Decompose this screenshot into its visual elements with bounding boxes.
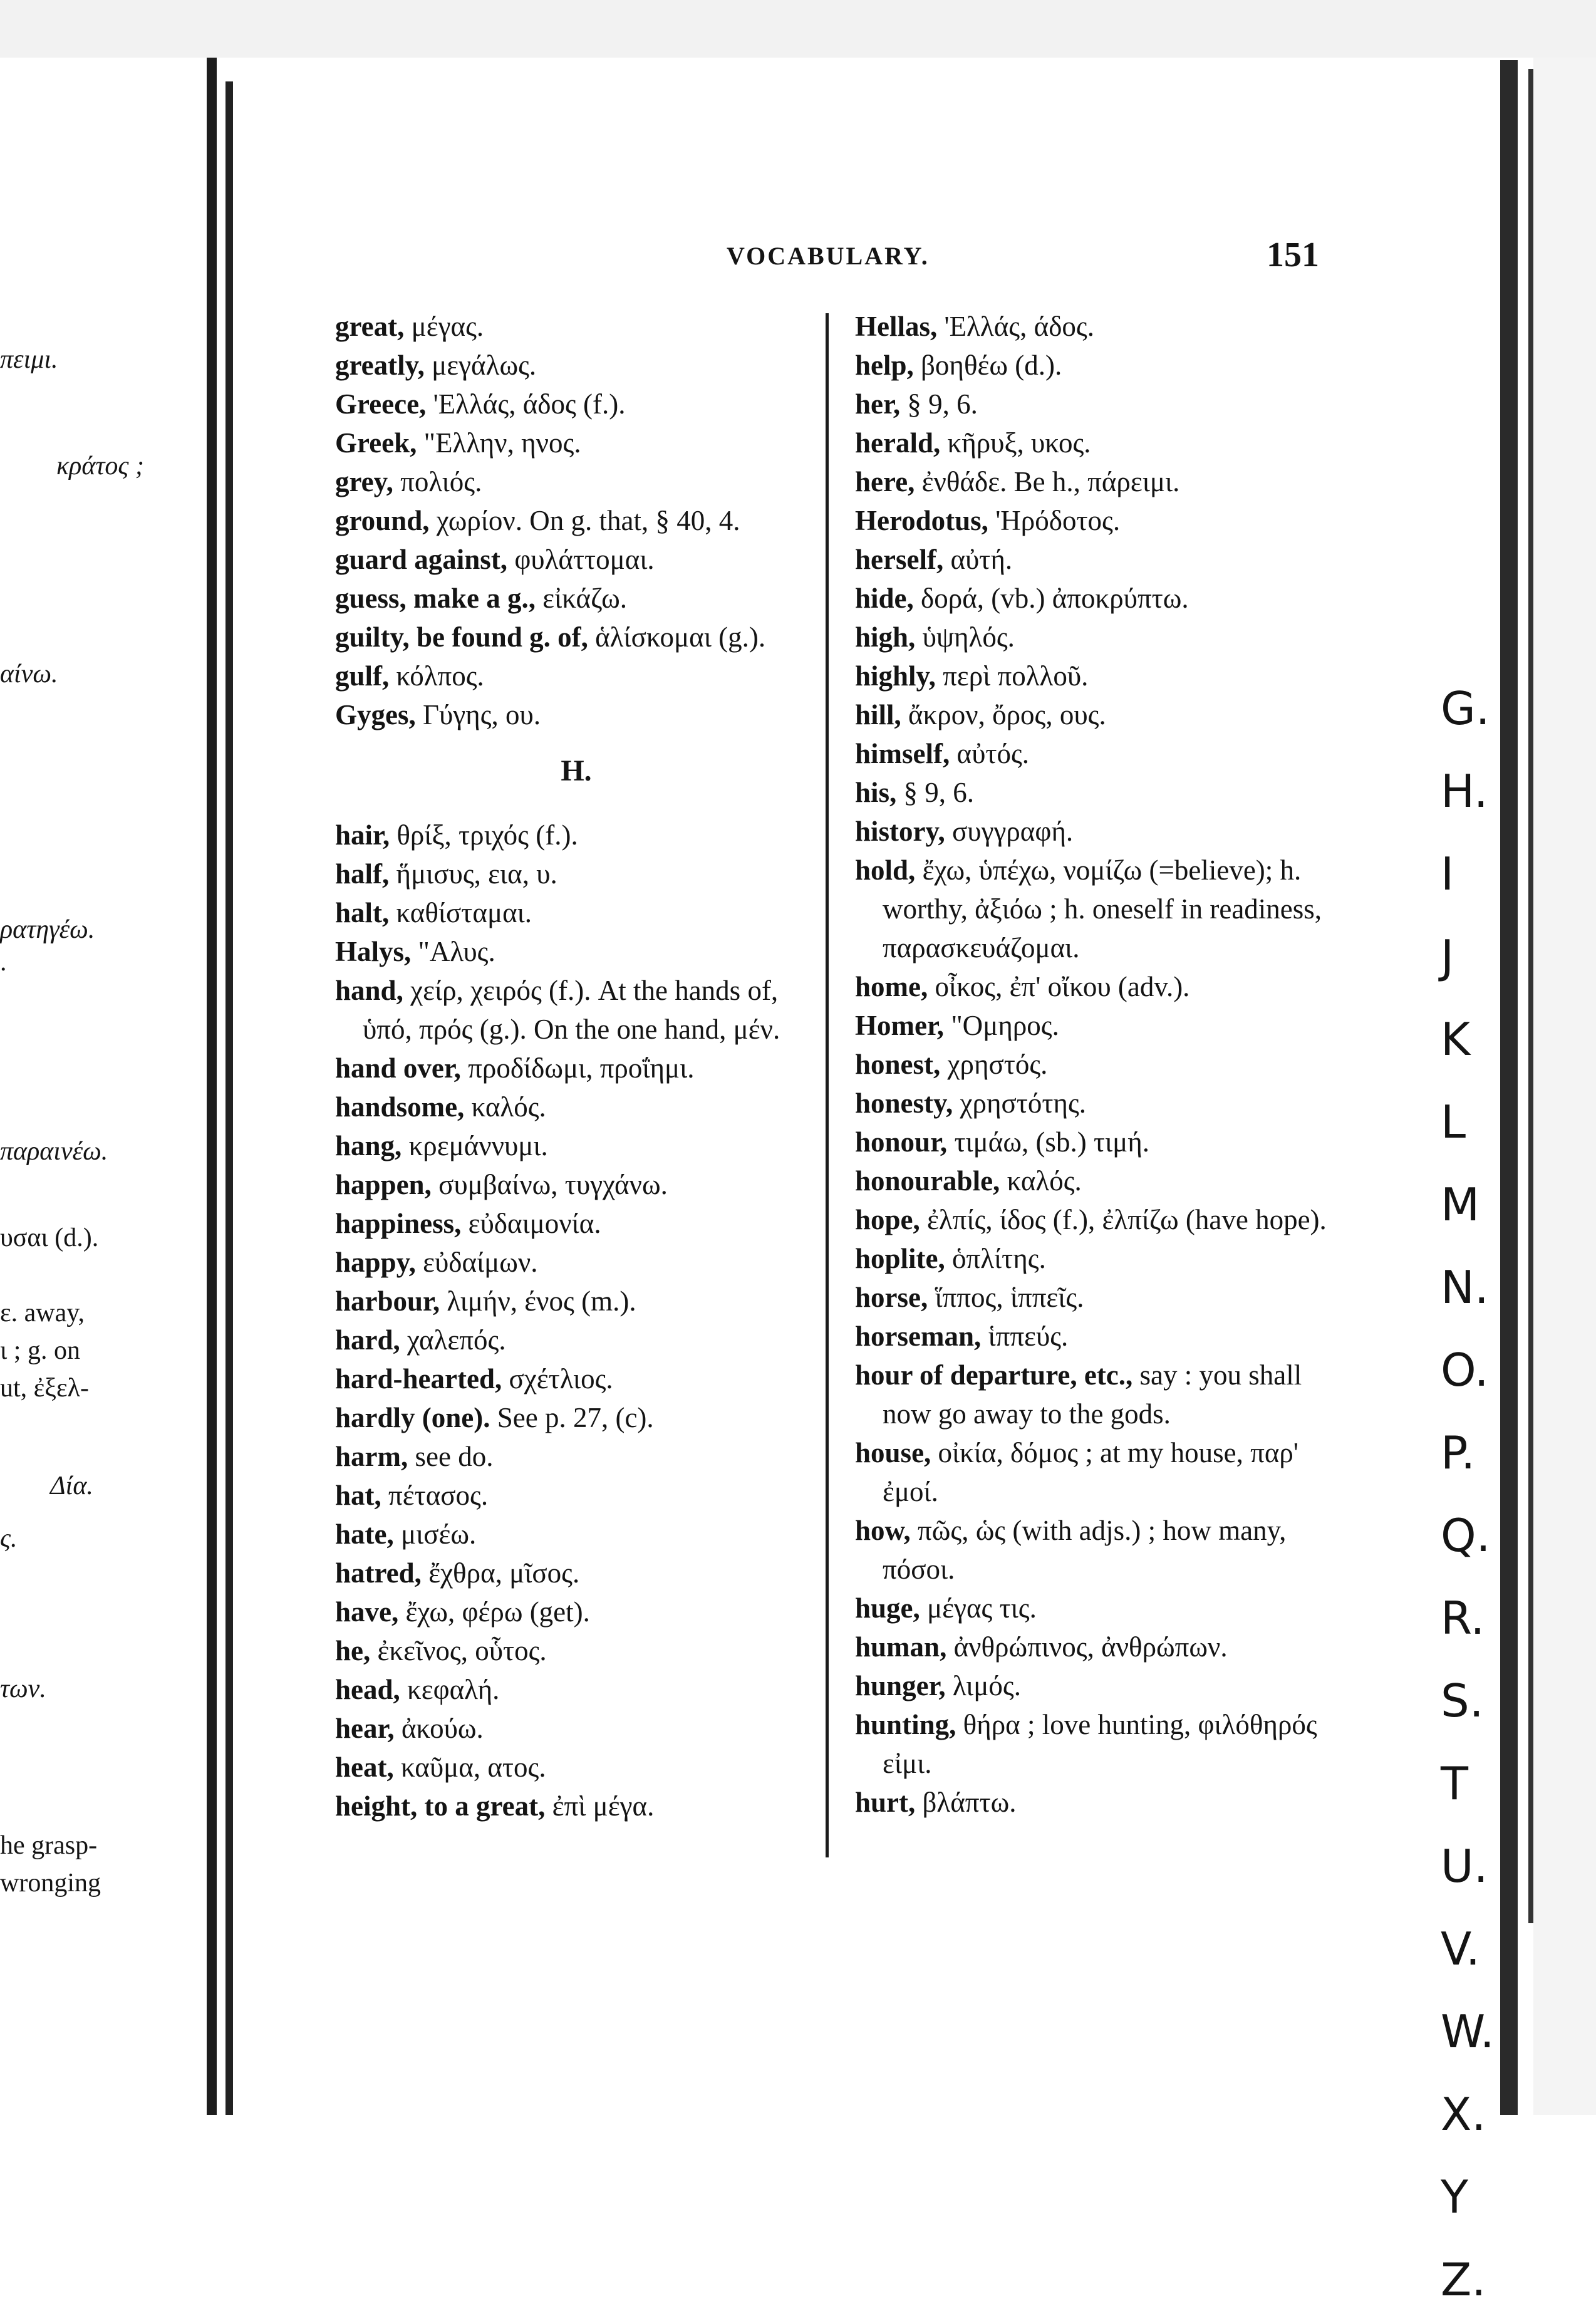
thumb-index-letter[interactable]: Q. <box>1441 1509 1491 1562</box>
vocabulary-entry <box>335 307 817 346</box>
prev-page-fragment: wronging <box>0 1869 101 1898</box>
entry-headword: his, <box>855 777 897 808</box>
entry-headword: help, <box>855 350 914 381</box>
entry-definition: ὑψηλός. <box>922 621 1015 653</box>
vocabulary-entry <box>335 1787 817 1825</box>
entry-headword: hour of departure, etc., <box>855 1359 1133 1391</box>
vocabulary-entry <box>335 971 817 1049</box>
entry-definition: μισέω. <box>401 1519 477 1550</box>
prev-page-fragment: κράτος ; <box>56 452 144 480</box>
entry-headword: hide, <box>855 583 914 614</box>
vocabulary-entry <box>335 1515 817 1554</box>
entry-definition: χρηστότης. <box>960 1088 1087 1119</box>
entry-definition: καλός. <box>471 1091 546 1123</box>
vocabulary-entry <box>855 1511 1331 1589</box>
entry-headword: guard against, <box>335 544 508 575</box>
prev-page-fragment: των. <box>0 1675 46 1703</box>
thumb-index-letter[interactable]: J <box>1441 930 1454 983</box>
vocabulary-entry <box>335 1670 817 1709</box>
entry-headword: heat, <box>335 1752 394 1783</box>
prev-page-fragment: υσαι (d.). <box>0 1223 99 1252</box>
vocabulary-entry <box>335 385 817 423</box>
vocabulary-entry <box>335 1709 817 1748</box>
entry-headword: Greece, <box>335 388 427 420</box>
entry-definition: καλός. <box>1007 1165 1082 1197</box>
entry-headword: house, <box>855 1437 931 1468</box>
vocabulary-entry <box>855 1433 1331 1511</box>
book-gutter-shadow <box>207 58 217 2115</box>
thumb-index-letter[interactable]: X. <box>1441 2088 1486 2141</box>
vocabulary-entry <box>855 773 1331 812</box>
entry-headword: herself, <box>855 544 944 575</box>
vocabulary-entry <box>855 462 1331 501</box>
thumb-index-letter[interactable]: M <box>1441 1178 1480 1231</box>
vocabulary-entry <box>335 579 817 618</box>
scan-right-margin <box>1533 58 1596 2115</box>
entry-headword: her, <box>855 388 901 420</box>
vocabulary-entry <box>855 540 1331 579</box>
vocabulary-entry <box>335 1204 817 1243</box>
entry-definition: συμβαίνω, τυγχάνω. <box>438 1169 668 1200</box>
vocabulary-entry <box>855 1666 1331 1705</box>
vocabulary-entry <box>335 1088 817 1126</box>
vocabulary-entry <box>335 1359 817 1398</box>
entry-headword: hunger, <box>855 1670 946 1701</box>
entry-definition: κῆρυξ, υκος. <box>947 427 1091 459</box>
thumb-index-letter[interactable]: O. <box>1441 1344 1489 1396</box>
vocabulary-entry <box>855 1084 1331 1123</box>
entry-headword: Herodotus, <box>855 505 988 536</box>
vocabulary-entry <box>855 1161 1331 1200</box>
running-head: VOCABULARY. <box>727 242 930 270</box>
prev-page-fragment: Δία. <box>50 1472 93 1500</box>
thumb-index-letter[interactable]: Y <box>1441 2171 1468 2223</box>
entry-headword: gulf, <box>335 660 390 692</box>
prev-page-fragment: ι ; g. on <box>0 1336 80 1365</box>
thumb-index-letter[interactable]: P. <box>1441 1426 1476 1479</box>
previous-page-edge <box>0 58 216 2115</box>
entry-definition: εὐδαιμονία. <box>468 1208 601 1239</box>
vocabulary-entry <box>855 851 1331 967</box>
vocabulary-entry <box>335 618 817 657</box>
prev-page-fragment: παραινέω. <box>0 1137 108 1166</box>
vocabulary-entry <box>335 657 817 695</box>
thumb-index-letter[interactable]: K <box>1441 1013 1471 1066</box>
thumb-index-letter[interactable]: W. <box>1441 2005 1495 2058</box>
entry-definition: χαλεπός. <box>407 1324 506 1356</box>
vocabulary-entry <box>335 932 817 971</box>
entry-definition: αὐτός. <box>956 738 1030 769</box>
entry-headword: hat, <box>335 1480 381 1511</box>
thumb-index-letter[interactable]: S. <box>1441 1675 1484 1727</box>
vocabulary-entry <box>335 462 817 501</box>
entry-definition: καθίσταμαι. <box>396 897 532 928</box>
section-heading: H. <box>561 754 592 787</box>
page-right-edge-inner <box>1528 69 1533 1923</box>
entry-headword: horseman, <box>855 1321 982 1352</box>
prev-page-fragment: ς. <box>0 1524 18 1553</box>
vocabulary-entry <box>855 307 1331 346</box>
entry-definition: ἐκεῖνος, οὗτος. <box>377 1635 547 1666</box>
entry-definition: ἔχω, ὑπέχω, νομίζω (=believe); h. worthy, ἀξιόω ; h. oneself in readiness, παρασκευάζομαι. <box>883 854 1322 963</box>
entry-headword: home, <box>855 971 928 1002</box>
right-column <box>855 307 1331 1822</box>
vocabulary-entry <box>855 1123 1331 1161</box>
entry-definition: λιμήν, ένος (m.). <box>447 1285 636 1317</box>
entry-headword: horse, <box>855 1282 928 1313</box>
entry-headword: hang, <box>335 1130 402 1161</box>
vocabulary-entry <box>335 1243 817 1282</box>
entry-definition: εὐδαίμων. <box>423 1247 538 1278</box>
vocabulary-entry <box>855 1045 1331 1084</box>
thumb-index-letter[interactable]: N. <box>1441 1261 1489 1314</box>
entry-definition: 'Ελλάς, άδος. <box>944 311 1094 342</box>
entry-headword: Homer, <box>855 1010 945 1041</box>
entry-headword: hand over, <box>335 1052 461 1084</box>
entry-headword: hair, <box>335 819 390 851</box>
vocabulary-entry <box>335 893 817 932</box>
entry-definition: θρίξ, τριχός (f.). <box>396 819 578 851</box>
vocabulary-entry <box>335 816 817 854</box>
entry-definition: ἀνθρώπινος, ἀνθρώπων. <box>953 1631 1228 1663</box>
prev-page-fragment: αίνω. <box>0 660 58 688</box>
entry-headword: happen, <box>335 1169 432 1200</box>
vocabulary-entry <box>855 1628 1331 1666</box>
entry-headword: hand, <box>335 975 403 1006</box>
entry-headword: hate, <box>335 1519 394 1550</box>
entry-definition: Γύγης, ου. <box>423 699 541 730</box>
entry-definition: χρηστός. <box>947 1049 1048 1080</box>
entry-headword: ground, <box>335 505 430 536</box>
entry-headword: herald, <box>855 427 941 459</box>
entry-headword: guilty, be found g. of, <box>335 621 588 653</box>
entry-headword: harbour, <box>335 1285 440 1317</box>
entry-definition: ἐλπίς, ίδος (f.), ἐλπίζω (have hope). <box>927 1204 1327 1235</box>
vocabulary-entry <box>855 1200 1331 1239</box>
prev-page-fragment: ε. away, <box>0 1299 85 1327</box>
entry-headword: hardly (one). <box>335 1402 490 1433</box>
vocabulary-entry <box>855 579 1331 618</box>
entry-headword: highly, <box>855 660 936 692</box>
entry-definition: περὶ πολλοῦ. <box>943 660 1089 692</box>
entry-headword: history, <box>855 816 945 847</box>
prev-page-fragment: πειμι. <box>0 345 58 374</box>
vocabulary-entry <box>855 1278 1331 1317</box>
entry-headword: he, <box>335 1635 371 1666</box>
entry-headword: hunting, <box>855 1709 956 1740</box>
entry-headword: honour, <box>855 1126 948 1158</box>
entry-headword: himself, <box>855 738 950 769</box>
vocabulary-entry <box>855 967 1331 1006</box>
entry-definition: πολιός. <box>400 466 482 497</box>
thumb-index-letter[interactable]: I <box>1441 848 1454 900</box>
entry-headword: half, <box>335 858 390 890</box>
thumb-index <box>1441 667 1522 2321</box>
entry-headword: halt, <box>335 897 390 928</box>
entry-definition: οἶκος, ἐπ' οἴκου (adv.). <box>935 971 1190 1002</box>
vocabulary-entry <box>335 1592 817 1631</box>
entry-definition: ἀκούω. <box>401 1713 484 1744</box>
scan-top-margin <box>0 0 1596 58</box>
entry-headword: Greek, <box>335 427 417 459</box>
vocabulary-entry <box>855 1783 1331 1822</box>
entry-headword: happiness, <box>335 1208 462 1239</box>
entry-definition: § 9, 6. <box>907 388 978 420</box>
vocabulary-entry <box>855 346 1331 385</box>
entry-definition: ἐπὶ μέγα. <box>552 1790 655 1822</box>
vocabulary-entry <box>335 1126 817 1165</box>
entry-definition: ἄκρον, ὄρος, ους. <box>908 699 1106 730</box>
vocabulary-entry <box>335 1748 817 1787</box>
vocabulary-entry <box>335 1165 817 1204</box>
entry-definition: αὐτή. <box>950 544 1013 575</box>
thumb-index-letter[interactable]: L <box>1441 1096 1466 1148</box>
entry-definition: καῦμα, ατος. <box>401 1752 546 1783</box>
vocabulary-entry <box>855 1239 1331 1278</box>
thumb-index-letter[interactable]: G. <box>1441 682 1490 735</box>
entry-headword: honesty, <box>855 1088 953 1119</box>
column-divider <box>826 313 829 1857</box>
vocabulary-entry <box>335 501 817 540</box>
entry-headword: hope, <box>855 1204 920 1235</box>
left-column <box>335 307 817 1825</box>
entry-definition: πέτασος. <box>388 1480 489 1511</box>
vocabulary-entry <box>335 695 817 734</box>
entry-headword: hard-hearted, <box>335 1363 502 1394</box>
entry-definition: "Αλυς. <box>418 936 495 967</box>
entry-headword: head, <box>335 1674 400 1705</box>
entry-headword: honourable, <box>855 1165 1000 1197</box>
entry-headword: Halys, <box>335 936 412 967</box>
vocabulary-entry <box>335 1398 817 1437</box>
entry-definition: συγγραφή. <box>952 816 1074 847</box>
entry-headword: huge, <box>855 1592 920 1624</box>
entry-headword: have, <box>335 1596 399 1628</box>
thumb-index-letter[interactable]: V. <box>1441 1923 1480 1975</box>
vocabulary-entry <box>855 1589 1331 1628</box>
entry-definition: see do. <box>415 1441 494 1472</box>
vocabulary-entry <box>855 501 1331 540</box>
vocabulary-entry <box>335 1476 817 1515</box>
entry-headword: how, <box>855 1515 911 1546</box>
vocabulary-entry <box>335 423 817 462</box>
entry-definition: χωρίον. On g. that, § 40, 4. <box>436 505 740 536</box>
entry-definition: ἱππεύς. <box>988 1321 1069 1352</box>
prev-page-fragment: he grasp- <box>0 1831 98 1860</box>
entry-headword: hard, <box>335 1324 400 1356</box>
entry-definition: ὁπλίτης. <box>952 1243 1046 1274</box>
vocabulary-entry <box>855 657 1331 695</box>
entry-definition: προδίδωμι, προΐημι. <box>468 1052 695 1084</box>
vocabulary-entry <box>335 1282 817 1321</box>
entry-definition: εἰκάζω. <box>542 583 628 614</box>
entry-headword: hear, <box>335 1713 395 1744</box>
entry-definition: § 9, 6. <box>903 777 975 808</box>
entry-definition: 'Ελλάς, άδος (f.). <box>433 388 626 420</box>
page-number: 151 <box>1267 236 1319 274</box>
vocabulary-entry <box>855 1317 1331 1356</box>
entry-headword: hurt, <box>855 1787 916 1818</box>
entry-headword: Gyges, <box>335 699 416 730</box>
vocabulary-entry <box>335 1437 817 1476</box>
prev-page-fragment: ut, ἐξελ- <box>0 1374 90 1403</box>
entry-headword: human, <box>855 1631 947 1663</box>
entry-definition: μέγας τις. <box>927 1592 1037 1624</box>
thumb-index-letter[interactable]: Z. <box>1441 2253 1486 2306</box>
entry-headword: hill, <box>855 699 901 730</box>
entry-definition: say : you shall now go away to the gods. <box>883 1359 1302 1430</box>
entry-definition: ἐνθάδε. Be h., πάρειμι. <box>921 466 1180 497</box>
vocabulary-entry <box>335 1631 817 1670</box>
entry-definition: See p. 27, (c). <box>497 1402 654 1433</box>
entry-headword: hatred, <box>335 1557 422 1589</box>
entry-definition: 'Ηρόδοτος. <box>995 505 1121 536</box>
entry-headword: high, <box>855 621 916 653</box>
vocabulary-entry <box>855 1006 1331 1045</box>
entry-definition: βοηθέω (d.). <box>921 350 1062 381</box>
vocabulary-entry <box>855 812 1331 851</box>
page-edge-line <box>225 81 233 2115</box>
vocabulary-entry <box>335 1554 817 1592</box>
entry-headword: happy, <box>335 1247 416 1278</box>
vocabulary-entry <box>855 1705 1331 1783</box>
vocabulary-entry <box>335 346 817 385</box>
thumb-index-letter[interactable]: R. <box>1441 1592 1485 1644</box>
entry-definition: λιμός. <box>952 1670 1021 1701</box>
entry-definition: θήρα ; love hunting, φιλόθηρός εἰμι. <box>883 1709 1317 1779</box>
entry-definition: χείρ, χειρός (f.). At the hands of, ὑπό, πρός (g.). On the one hand, μέν. <box>363 975 780 1045</box>
entry-definition: "Ελλην, ηνος. <box>423 427 581 459</box>
thumb-index-letter[interactable]: H. <box>1441 765 1488 818</box>
vocabulary-entry <box>855 423 1331 462</box>
entry-definition: κόλπος. <box>396 660 484 692</box>
entry-definition: ἔχθρα, μῖσος. <box>428 1557 580 1589</box>
entry-definition: μέγας. <box>411 311 484 342</box>
vocabulary-entry <box>855 385 1331 423</box>
entry-definition: ἔχω, φέρω (get). <box>405 1596 590 1628</box>
entry-definition: ἵππος, ἱππεῖς. <box>935 1282 1084 1313</box>
entry-definition: μεγάλως. <box>432 350 537 381</box>
entry-headword: handsome, <box>335 1091 465 1123</box>
vocabulary-entry <box>855 618 1331 657</box>
entry-headword: here, <box>855 466 915 497</box>
entry-headword: hold, <box>855 854 916 886</box>
prev-page-fragment: ρατηγέω. <box>0 915 95 944</box>
entry-definition: σχέτλιος. <box>509 1363 613 1394</box>
entry-headword: honest, <box>855 1049 941 1080</box>
prev-page-fragment: . <box>0 948 7 977</box>
entry-definition: βλάπτω. <box>922 1787 1017 1818</box>
entry-headword: great, <box>335 311 405 342</box>
entry-headword: hoplite, <box>855 1243 945 1274</box>
vocabulary-entry <box>335 1049 817 1088</box>
entry-definition: τιμάω, (sb.) τιμή. <box>954 1126 1150 1158</box>
entry-definition: οἰκία, δόμος ; at my house, παρ' ἐμοί. <box>883 1437 1298 1507</box>
entry-definition: "Ομηρος. <box>951 1010 1059 1041</box>
entry-definition: φυλάττομαι. <box>514 544 655 575</box>
vocabulary-entry <box>855 695 1331 734</box>
entry-headword: guess, make a g., <box>335 583 536 614</box>
entry-definition: κρεμάννυμι. <box>408 1130 548 1161</box>
entry-definition: ἥμισυς, εια, υ. <box>396 858 557 890</box>
vocabulary-entry <box>335 540 817 579</box>
entry-definition: κεφαλή. <box>407 1674 500 1705</box>
vocabulary-entry <box>335 854 817 893</box>
entry-headword: height, to a great, <box>335 1790 546 1822</box>
entry-headword: greatly, <box>335 350 425 381</box>
entry-headword: grey, <box>335 466 393 497</box>
vocabulary-entry <box>855 734 1331 773</box>
entry-headword: harm, <box>335 1441 408 1472</box>
vocabulary-entry <box>335 1321 817 1359</box>
thumb-index-letter[interactable]: T <box>1441 1757 1468 1810</box>
entry-definition: ἁλίσκομαι (g.). <box>595 621 766 653</box>
vocabulary-entry <box>855 1356 1331 1433</box>
thumb-index-letter[interactable]: U. <box>1441 1840 1488 1893</box>
entry-definition: δορά, (vb.) ἀποκρύπτω. <box>921 583 1189 614</box>
entry-headword: Hellas, <box>855 311 938 342</box>
entry-definition: πῶς, ὡς (with adjs.) ; how many, πόσοι. <box>883 1515 1287 1585</box>
